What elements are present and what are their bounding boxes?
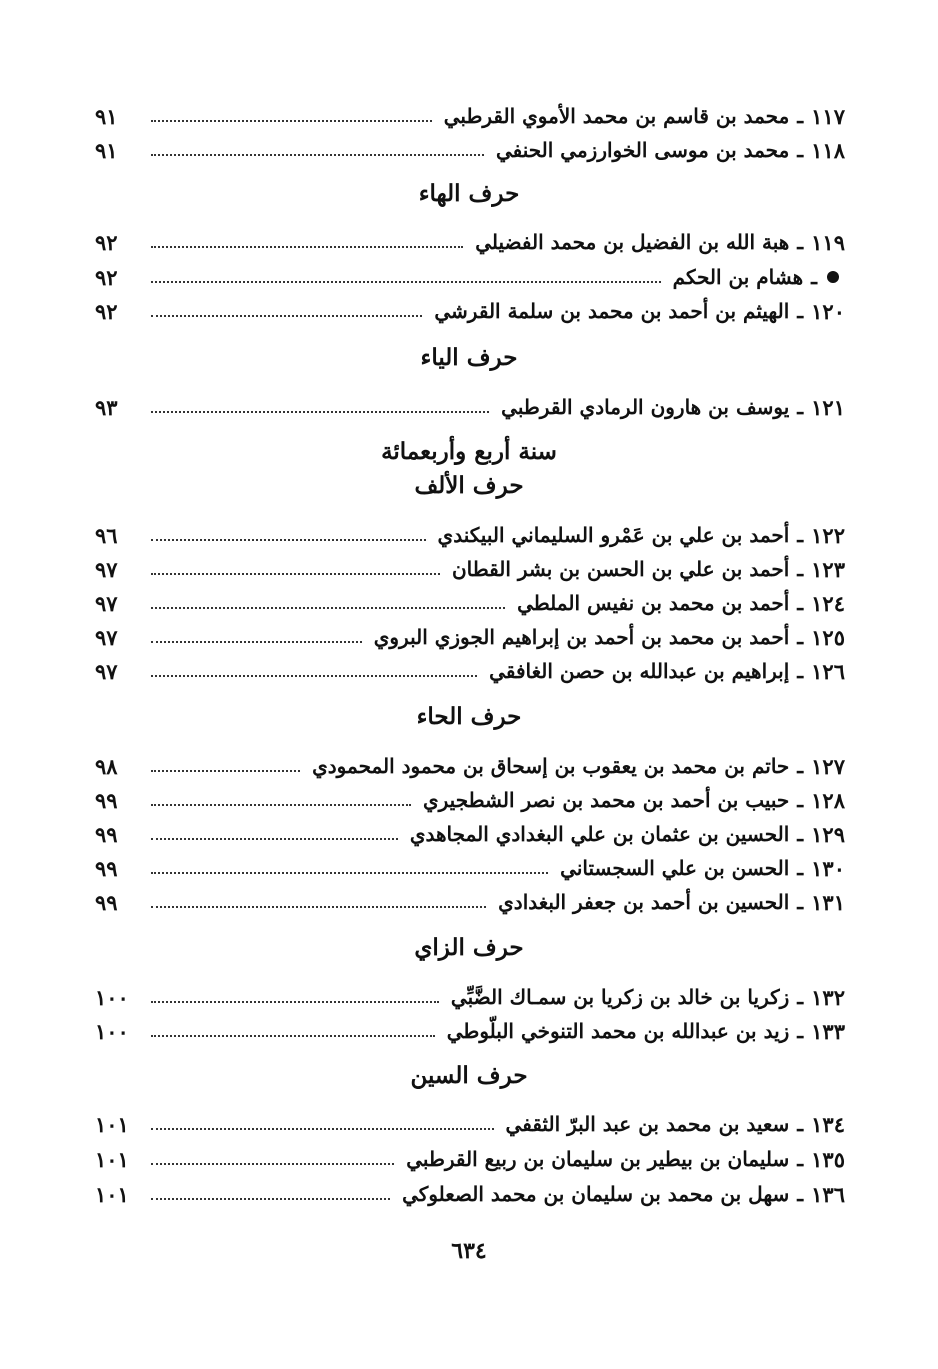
entry-number: ١٢٠ bbox=[811, 298, 845, 324]
dot-leader bbox=[151, 675, 477, 677]
entry-dash: ـ bbox=[797, 395, 804, 419]
index-entry bbox=[95, 1143, 845, 1175]
entry-name: حبيب بن أحمد بن محمد بن نصر الشطجيري bbox=[422, 788, 790, 812]
page-number: ٦٣٤ bbox=[451, 1238, 487, 1264]
entry-number: ١٢٢ bbox=[811, 522, 845, 548]
entry-name: أحمد بن علي بن عَمْرو السليماني البيكندي bbox=[437, 523, 790, 547]
entry-name: الحسين بن عثمان بن علي البغدادي المجاهدي bbox=[409, 822, 790, 846]
dot-leader bbox=[151, 804, 411, 806]
entry-page: ٩٦ bbox=[95, 522, 118, 548]
entry-name: أحمد بن محمد بن نفيس الملطي bbox=[517, 591, 790, 615]
entry-dash: ـ bbox=[797, 788, 804, 812]
entry-number: ١٣٦ bbox=[811, 1181, 845, 1207]
index-entry bbox=[95, 100, 845, 132]
entry-dash: ـ bbox=[797, 230, 804, 254]
dot-leader bbox=[151, 872, 548, 874]
entry-page: ١٠٠ bbox=[95, 984, 129, 1010]
index-entry bbox=[95, 1108, 845, 1140]
entry-dash: ـ bbox=[797, 754, 804, 778]
entry-page: ٩٩ bbox=[95, 821, 118, 847]
section-heading: حرف السين bbox=[410, 1062, 528, 1089]
index-entry bbox=[95, 226, 845, 258]
entry-dash: ـ bbox=[797, 985, 804, 1009]
index-entry bbox=[95, 750, 845, 782]
dot-leader bbox=[151, 120, 432, 122]
section-heading: حرف الهاء bbox=[418, 180, 520, 207]
entry-page: ٩٢ bbox=[95, 298, 118, 324]
entry-number: ١٣١ bbox=[811, 889, 845, 915]
entry-number: ١٢٧ bbox=[811, 753, 845, 779]
entry-dash: ـ bbox=[797, 1182, 804, 1206]
entry-name: هشام بن الحكم bbox=[672, 265, 804, 289]
entry-name: إبراهيم بن عبدالله بن حصن الغافقي bbox=[489, 659, 790, 683]
dot-leader bbox=[151, 906, 486, 908]
entry-dash: ـ bbox=[797, 822, 804, 846]
entry-page: ٩١ bbox=[95, 103, 118, 129]
entry-number: ١٣٢ bbox=[811, 984, 845, 1010]
entry-page: ٩٧ bbox=[95, 590, 118, 616]
entry-number: ١٢٩ bbox=[811, 821, 845, 847]
index-entry bbox=[95, 621, 845, 653]
entry-page: ٩٣ bbox=[95, 394, 118, 420]
entry-dash: ـ bbox=[797, 856, 804, 880]
entry-number: ١٣٤ bbox=[811, 1111, 845, 1137]
entry-name: أحمد بن محمد بن أحمد بن إبراهيم الجوزي البروي bbox=[373, 625, 790, 649]
entry-page: ٩٩ bbox=[95, 787, 118, 813]
index-entry bbox=[95, 553, 845, 585]
entry-dash: ـ bbox=[797, 1147, 804, 1171]
index-entry bbox=[95, 1178, 845, 1210]
entry-page: ٩٢ bbox=[95, 229, 118, 255]
entry-name: هبة الله بن الفضيل بن محمد الفضيلي bbox=[475, 230, 790, 254]
entry-number: ١٣٥ bbox=[811, 1146, 845, 1172]
entry-dash: ـ bbox=[811, 265, 817, 289]
index-entry bbox=[95, 784, 845, 816]
section-heading: حرف الحاء bbox=[416, 703, 522, 730]
entry-page: ١٠١ bbox=[95, 1146, 129, 1172]
bullet-icon bbox=[827, 271, 839, 283]
entry-dash: ـ bbox=[797, 659, 804, 683]
entry-name: سهل بن محمد بن سليمان بن محمد الصعلوكي bbox=[402, 1182, 790, 1206]
entry-name: الهيثم بن أحمد بن محمد بن سلمة القرشي bbox=[434, 299, 790, 323]
index-entry bbox=[95, 391, 845, 423]
index-entry bbox=[95, 981, 845, 1013]
entry-number: ١٣٠ bbox=[811, 855, 845, 881]
index-entry bbox=[95, 852, 845, 884]
entry-number: ١١٨ bbox=[811, 137, 845, 163]
dot-leader bbox=[151, 573, 440, 575]
entry-name: محمد بن قاسم بن محمد الأموي القرطبي bbox=[443, 104, 790, 128]
dot-leader bbox=[151, 1163, 394, 1165]
entry-page: ٩٨ bbox=[95, 753, 118, 779]
entry-name: سعيد بن محمد بن عبد البرّ الثقفي bbox=[505, 1112, 790, 1136]
dot-leader bbox=[151, 1198, 390, 1200]
entry-dash: ـ bbox=[797, 890, 804, 914]
entry-dash: ـ bbox=[797, 104, 804, 128]
dot-leader bbox=[151, 1001, 439, 1003]
index-entry bbox=[95, 261, 845, 293]
year-heading: سنة أربع وأربعمائة bbox=[381, 438, 557, 465]
index-entry bbox=[95, 886, 845, 918]
entry-number: ١٢٦ bbox=[811, 658, 845, 684]
entry-name: سليمان بن بيطير بن سليمان بن ربيع القرطبي bbox=[406, 1147, 790, 1171]
entry-page: ١٠٠ bbox=[95, 1018, 129, 1044]
entry-number: ١٢٨ bbox=[811, 787, 845, 813]
entry-name: الحسن بن علي السجستاني bbox=[560, 856, 790, 880]
index-entry bbox=[95, 655, 845, 687]
dot-leader bbox=[151, 315, 422, 317]
entry-name: يوسف بن هارون الرمادي القرطبي bbox=[501, 395, 790, 419]
dot-leader bbox=[151, 246, 463, 248]
dot-leader bbox=[151, 641, 362, 643]
index-entry bbox=[95, 587, 845, 619]
section-heading: حرف الياء bbox=[420, 344, 518, 371]
entry-page: ٩٩ bbox=[95, 855, 118, 881]
entry-dash: ـ bbox=[797, 625, 804, 649]
entry-dash: ـ bbox=[797, 1019, 804, 1043]
index-entry bbox=[95, 519, 845, 551]
entry-page: ٩٢ bbox=[95, 264, 118, 290]
dot-leader bbox=[151, 539, 426, 541]
entry-number: ١٢١ bbox=[811, 394, 845, 420]
entry-number: ١٢٥ bbox=[811, 624, 845, 650]
entry-name: زكريا بن خالد بن زكريا بن سمـاك الضَّبِّي bbox=[450, 985, 790, 1009]
entry-name: حاتم بن محمد بن يعقوب بن إسحاق بن محمود المحمودي bbox=[312, 754, 790, 778]
index-entry bbox=[95, 818, 845, 850]
entry-dash: ـ bbox=[797, 138, 804, 162]
section-heading: حرف الألف bbox=[414, 472, 524, 499]
index-entry bbox=[95, 295, 845, 327]
entry-page: ٩٧ bbox=[95, 556, 118, 582]
entry-page: ٩٩ bbox=[95, 889, 118, 915]
entry-name: الحسين بن أحمد بن جعفر البغدادي bbox=[498, 890, 790, 914]
entry-page: ٩١ bbox=[95, 137, 118, 163]
dot-leader bbox=[151, 281, 661, 283]
entry-number: ١٢٣ bbox=[811, 556, 845, 582]
dot-leader bbox=[151, 411, 489, 413]
entry-dash: ـ bbox=[797, 299, 804, 323]
entry-dash: ـ bbox=[797, 591, 804, 615]
entry-name: أحمد بن علي بن الحسن بن بشر القطان bbox=[451, 557, 790, 581]
entry-number: ١٢٤ bbox=[811, 590, 845, 616]
entry-name: زيد بن عبدالله بن محمد التنوخي البلّوطي bbox=[446, 1019, 790, 1043]
entry-dash: ـ bbox=[797, 557, 804, 581]
section-heading: حرف الزاي bbox=[414, 934, 524, 961]
entry-number: ١٣٣ bbox=[811, 1018, 845, 1044]
entry-dash: ـ bbox=[797, 523, 804, 547]
entry-page: ٩٧ bbox=[95, 624, 118, 650]
entry-number: ١١٧ bbox=[811, 103, 845, 129]
dot-leader bbox=[151, 154, 484, 156]
dot-leader bbox=[151, 838, 398, 840]
entry-page: ١٠١ bbox=[95, 1111, 129, 1137]
entry-number: ١١٩ bbox=[811, 229, 845, 255]
dot-leader bbox=[151, 1128, 494, 1130]
index-entry bbox=[95, 134, 845, 166]
entry-dash: ـ bbox=[797, 1112, 804, 1136]
entry-page: ٩٧ bbox=[95, 658, 118, 684]
entry-page: ١٠١ bbox=[95, 1181, 129, 1207]
index-entry bbox=[95, 1015, 845, 1047]
dot-leader bbox=[151, 770, 300, 772]
entry-name: محمد بن موسى الخوارزمي الحنفي bbox=[495, 138, 790, 162]
dot-leader bbox=[151, 1035, 435, 1037]
dot-leader bbox=[151, 607, 505, 609]
